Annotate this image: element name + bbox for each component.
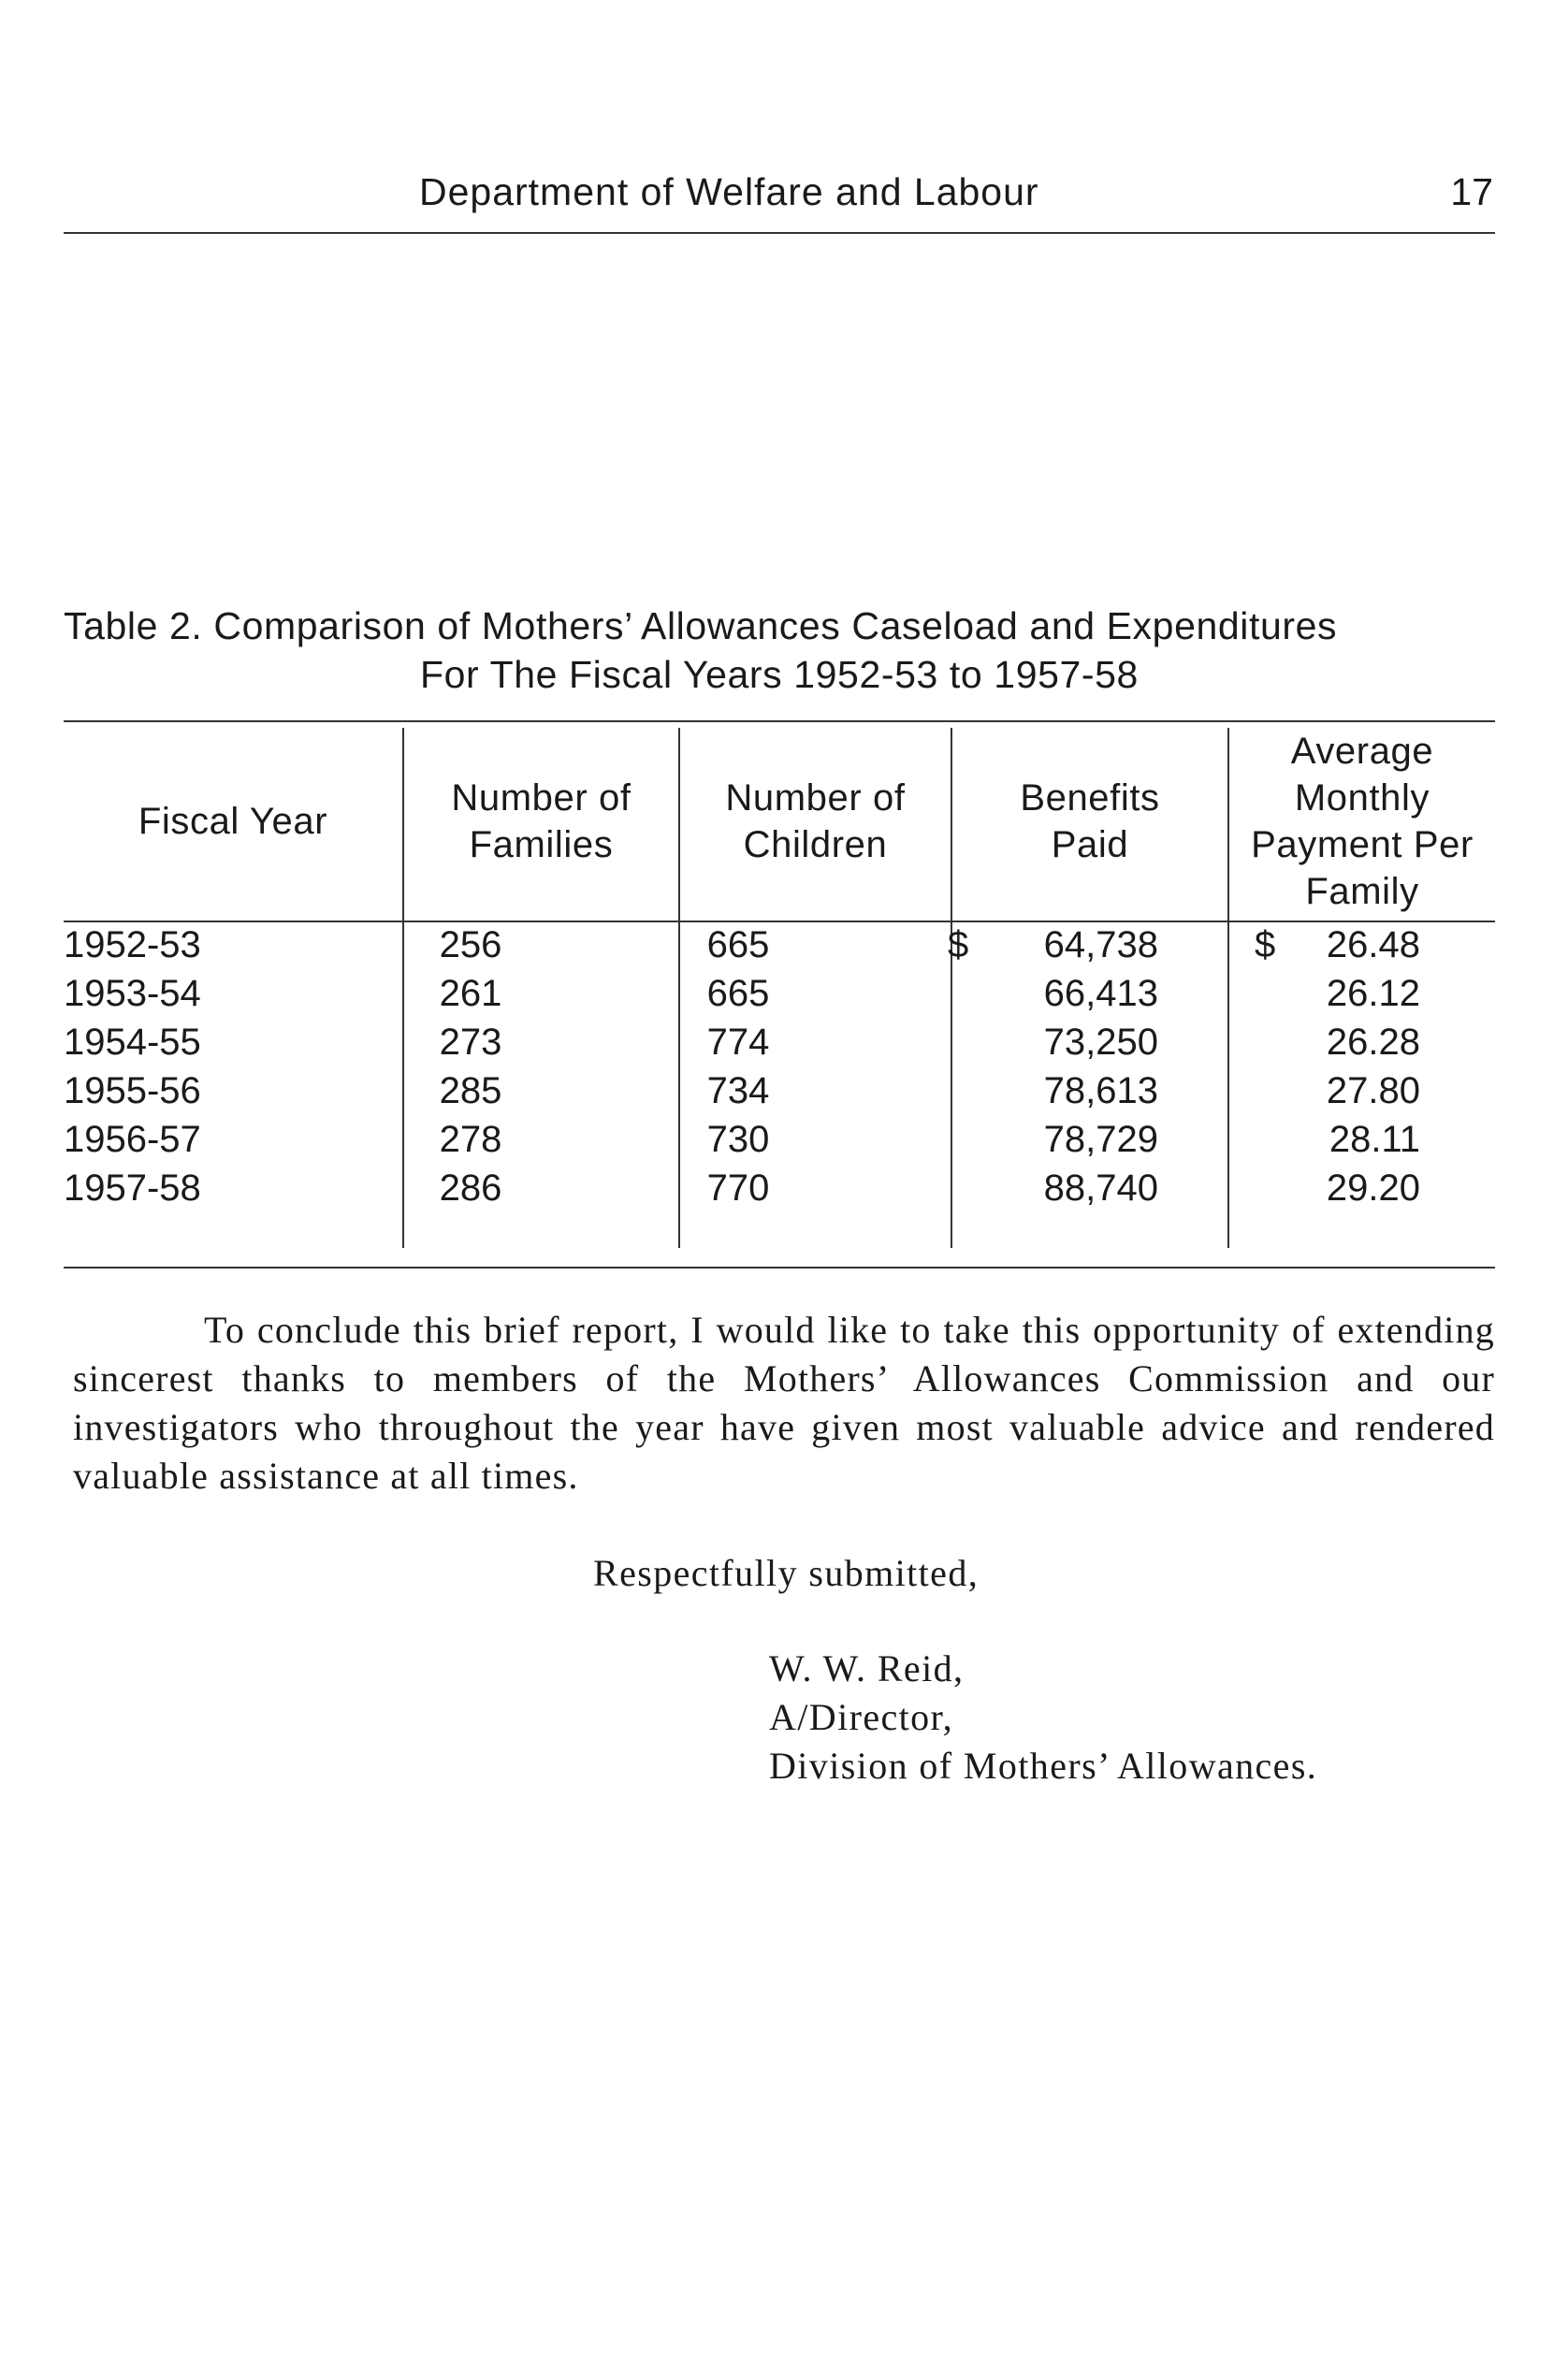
cell-average: 29.20 — [1326, 1167, 1420, 1209]
cell-children: 774 — [706, 1022, 770, 1063]
cell-families: 273 — [439, 1022, 502, 1063]
cell-fiscal-year: 1954-55 — [64, 1022, 201, 1063]
signatory-name: W. W. Reid, — [769, 1647, 965, 1689]
table-caption-line-1: Table 2. Comparison of Mothers’ Allowances Caseload and Expenditures — [64, 604, 1338, 647]
cell-families: 256 — [439, 924, 502, 965]
cell-children: 665 — [706, 924, 770, 965]
concluding-paragraph: To conclude this brief report, I would like to take this opportunity of extending sincerest thanks to members of the Mothers’ Allowances Commission and our investigators who throughout the year have given most valuable advice and rendered valuable assistance at all times. — [73, 1309, 1495, 1497]
column-header-children: Number of Children — [725, 777, 906, 865]
table-row — [64, 921, 1495, 969]
running-header-title: Department of Welfare and Labour — [419, 170, 1039, 213]
cell-families: 285 — [439, 1070, 502, 1111]
table-row — [64, 1018, 1495, 1066]
page-header — [64, 170, 1495, 234]
cell-families: 261 — [439, 973, 502, 1014]
cell-average: 26.48 — [1326, 924, 1420, 965]
cell-benefits: 73,250 — [1043, 1022, 1158, 1063]
cell-fiscal-year: 1957-58 — [64, 1167, 201, 1209]
cell-families: 278 — [439, 1119, 502, 1160]
cell-benefits: 78,729 — [1043, 1119, 1158, 1160]
cell-benefits: 64,738 — [1043, 924, 1158, 965]
cell-average-currency: $ — [1255, 924, 1276, 965]
cell-benefits: 78,613 — [1043, 1070, 1158, 1111]
table-row — [64, 1066, 1495, 1115]
cell-average: 28.11 — [1328, 1119, 1420, 1160]
column-header-fiscal-year: Fiscal Year — [138, 801, 328, 842]
table-row — [64, 1115, 1495, 1164]
cell-fiscal-year: 1956-57 — [64, 1119, 201, 1160]
caseload-table — [64, 720, 1495, 1269]
cell-fiscal-year: 1955-56 — [64, 1070, 201, 1111]
table-caption-line-2: For The Fiscal Years 1952-53 to 1957-58 — [420, 653, 1139, 696]
cell-children: 770 — [706, 1167, 770, 1209]
cell-families: 286 — [439, 1167, 502, 1209]
cell-children: 730 — [706, 1119, 770, 1160]
cell-average: 26.28 — [1326, 1022, 1420, 1063]
cell-benefits: 88,740 — [1043, 1167, 1158, 1209]
cell-fiscal-year: 1953-54 — [64, 973, 201, 1014]
signatory-division: Division of Mothers’ Allowances. — [769, 1745, 1318, 1787]
signatory-title: A/Director, — [769, 1696, 954, 1738]
table-row — [64, 969, 1495, 1018]
cell-average: 26.12 — [1326, 973, 1420, 1014]
column-header-families: Number of Families — [451, 777, 632, 865]
cell-fiscal-year: 1952-53 — [64, 924, 201, 965]
column-header-average-payment: Average Monthly Payment Per Family — [1251, 731, 1474, 912]
cell-children: 734 — [706, 1070, 770, 1111]
cell-benefits: 66,413 — [1043, 973, 1158, 1014]
cell-average: 27.80 — [1326, 1070, 1420, 1111]
column-header-benefits: Benefits Paid — [1020, 777, 1160, 865]
page-number: 17 — [1450, 170, 1493, 213]
cell-children: 665 — [706, 973, 770, 1014]
closing-salutation: Respectfully submitted, — [593, 1552, 980, 1594]
table-row — [64, 1164, 1495, 1212]
cell-benefits-currency: $ — [948, 924, 969, 965]
